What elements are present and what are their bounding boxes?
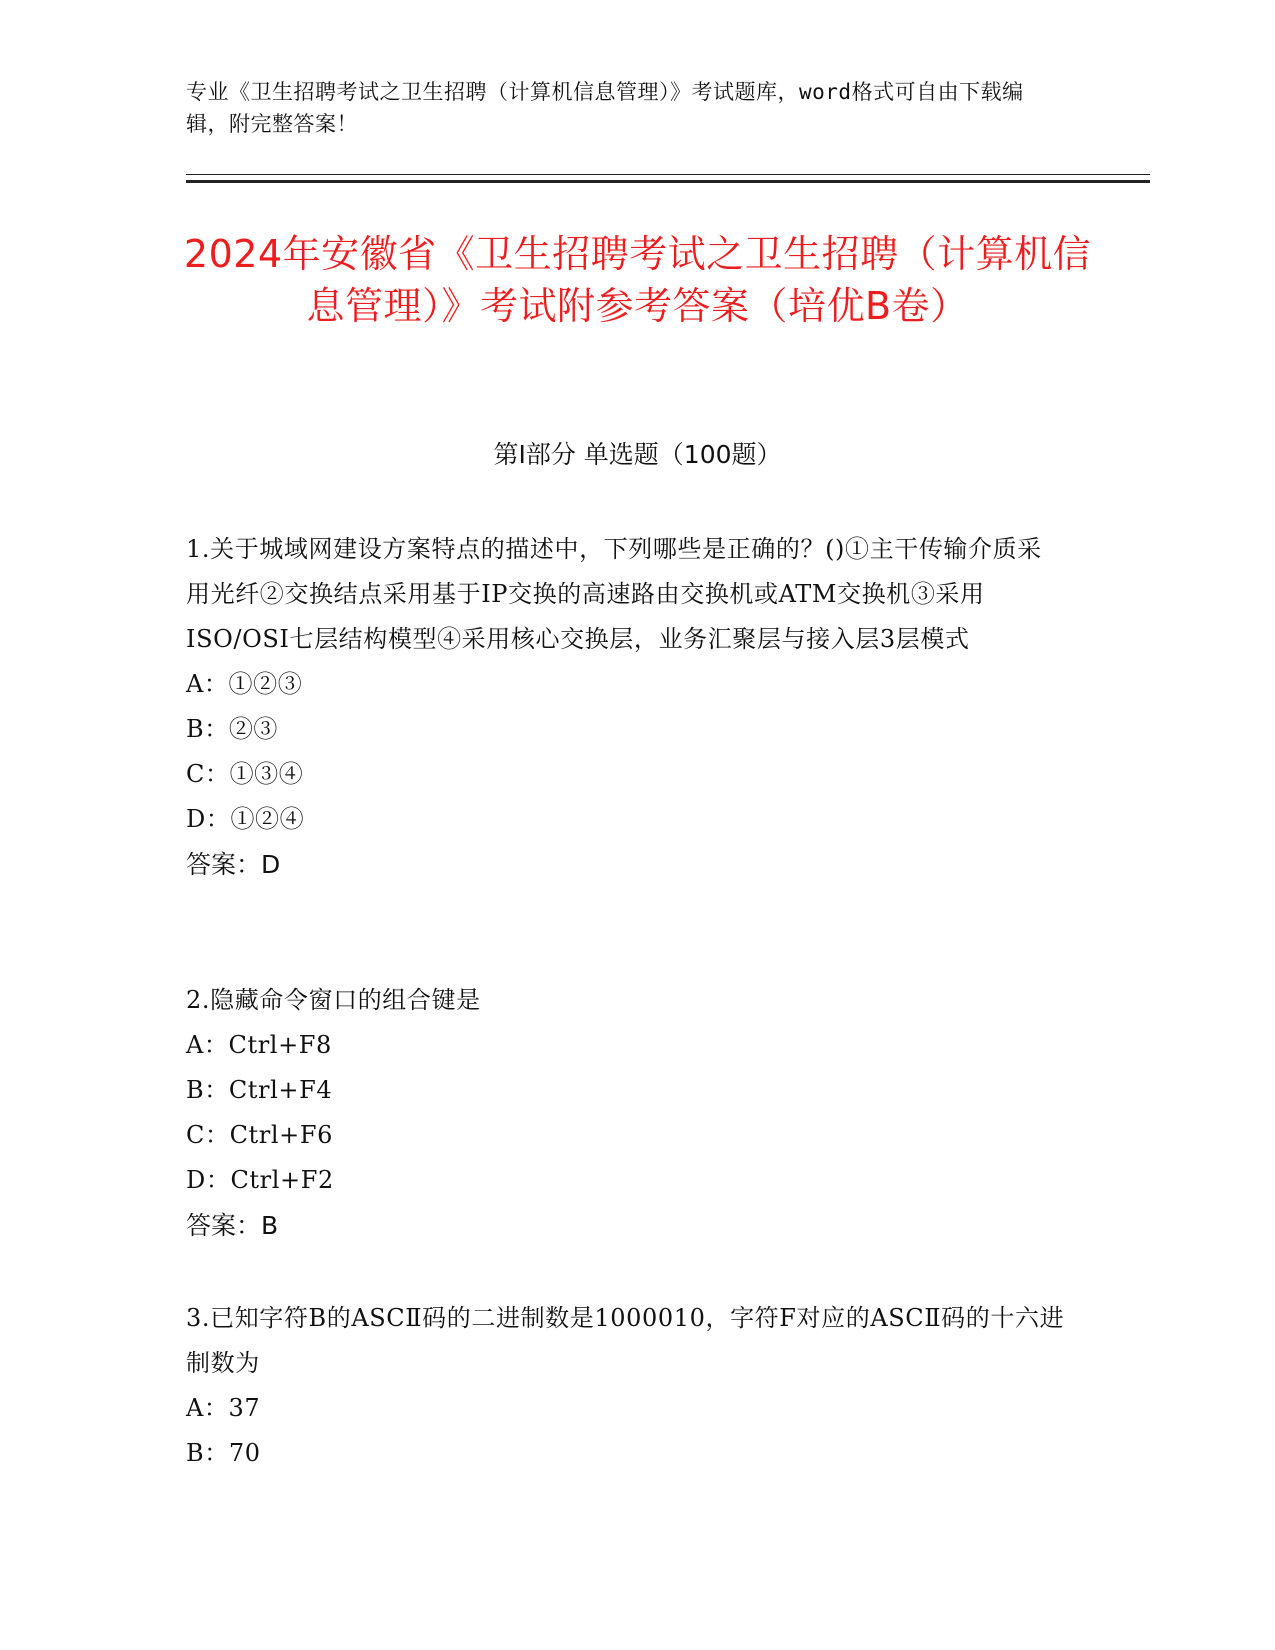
header-note: 专业《卫生招聘考试之卫生招聘（计算机信息管理）》考试题库，word格式可自由下载编辑，附完整答案！ [186,80,1024,136]
option-a: A：Ctrl+F8 [186,1031,332,1059]
option-d: D：Ctrl+F2 [186,1166,334,1194]
answer-line: 答案：D [186,850,281,879]
option-b: B：②③ [186,715,279,743]
question-stem: 2.隐藏命令窗口的组合键是 [186,986,481,1014]
header-divider-thin [186,174,1150,175]
header-divider-thick [186,180,1150,183]
option-c: C：①③④ [186,760,304,788]
option-c: C：Ctrl+F6 [186,1121,333,1149]
option-b: B：70 [186,1439,261,1467]
document-title: 2024年安徽省《卫生招聘考试之卫生招聘（计算机信息管理）》考试附参考答案（培优B卷） [183,232,1092,328]
option-a: A：37 [186,1394,261,1422]
option-a: A：①②③ [186,670,303,698]
answer-line: 答案：B [186,1211,279,1240]
question-2 [186,978,1066,1248]
option-d: D：①②④ [186,805,305,833]
question-stem: 1.关于城域网建设方案特点的描述中，下列哪些是正确的？()①主干传输介质采用光纤②交换结点采用基于IP交换的高速路由交换机或ATM交换机③采用ISO/OSI七层结构模型④采用核心交换层，业务汇聚层与接入层3层模式 [186,535,1042,653]
question-3 [186,1296,1066,1476]
section-heading: 第I部分 单选题（100题） [493,440,782,469]
question-stem: 3.已知字符B的ASCⅡ码的二进制数是1000010，字符F对应的ASCⅡ码的十六进制数为 [186,1304,1065,1377]
question-1 [186,527,1066,887]
option-b: B：Ctrl+F4 [186,1076,333,1104]
